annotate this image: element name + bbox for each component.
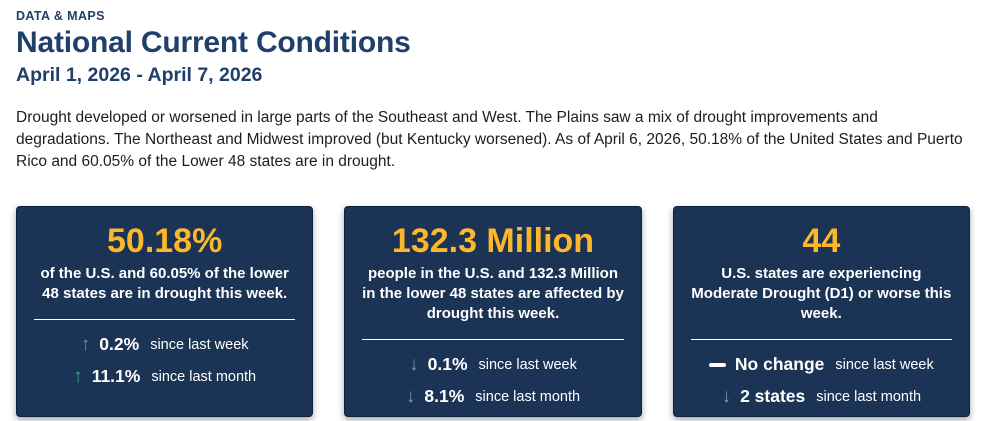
change-row-week bbox=[31, 334, 298, 355]
change-row-month bbox=[688, 386, 955, 407]
no-change-dash-icon bbox=[709, 363, 726, 367]
change-label: since last week bbox=[835, 356, 934, 373]
stat-description: people in the U.S. and 132.3 Million in the lower 48 states are affected by drought this week. bbox=[362, 265, 624, 322]
stat-cards-row bbox=[16, 206, 970, 417]
divider bbox=[691, 339, 952, 340]
date-range: April 1, 2026 - April 7, 2026 bbox=[16, 64, 263, 86]
stat-description: U.S. states are experiencing Moderate Drought (D1) or worse this week. bbox=[691, 265, 952, 322]
arrow-down-icon: ↓ bbox=[409, 354, 419, 375]
change-value: 11.1% bbox=[91, 366, 141, 386]
stat-card-states-d1 bbox=[673, 206, 970, 417]
change-row-month bbox=[31, 366, 298, 387]
stat-description: of the U.S. and 60.05% of the lower 48 states are in drought this week. bbox=[40, 265, 289, 302]
change-label: since last week bbox=[478, 356, 577, 373]
arrow-up-icon: ↑ bbox=[73, 366, 83, 387]
stat-card-percent-area bbox=[16, 206, 313, 417]
arrow-down-icon: ↓ bbox=[721, 386, 732, 407]
change-label: since last month bbox=[816, 388, 922, 405]
change-row-month bbox=[359, 386, 626, 407]
arrow-up-icon: ↑ bbox=[80, 334, 91, 355]
change-value: No change bbox=[734, 354, 825, 374]
stat-value: 132.3 Million bbox=[391, 222, 595, 260]
divider bbox=[34, 319, 295, 320]
stat-value: 50.18% bbox=[107, 222, 223, 260]
change-value: 2 states bbox=[740, 386, 806, 406]
arrow-down-icon: ↓ bbox=[405, 386, 416, 407]
divider bbox=[362, 339, 623, 340]
page-title: National Current Conditions bbox=[16, 26, 411, 59]
stat-card-population-affected bbox=[344, 206, 641, 417]
breadcrumb-eyebrow: DATA & MAPS bbox=[16, 9, 105, 23]
change-row-week bbox=[359, 354, 626, 375]
change-value: 0.2% bbox=[99, 334, 140, 354]
stat-value: 44 bbox=[802, 222, 841, 260]
change-value: 0.1% bbox=[427, 354, 468, 374]
change-label: since last week bbox=[150, 336, 249, 353]
change-value: 8.1% bbox=[424, 386, 465, 406]
change-label: since last month bbox=[475, 388, 581, 405]
change-row-week bbox=[688, 354, 955, 375]
change-label: since last month bbox=[151, 368, 257, 385]
summary-text: Drought developed or worsened in large parts of the Southeast and West. The Plains saw a mix of drought improvements and degradations. The Northeast and Midwest improved (but Kentucky worsened). As of April 6, 2026, 50.18% of the United States and Puerto Rico and 60.05% of the Lower 48 states are in drought. bbox=[16, 109, 963, 170]
